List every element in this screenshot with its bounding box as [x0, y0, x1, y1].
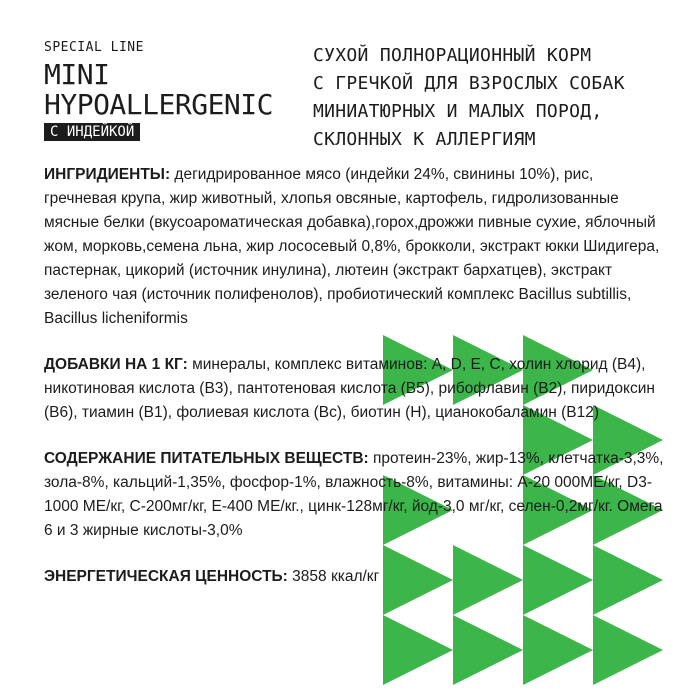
nutrients-text: протеин-23%, жир-13%, клетчатка-3,3%, зола-8%, кальций-1,35%, фосфор-1%, влажность-8%, витамины: А-20 000МЕ/кг, D3-1000 МЕ/кг, С-200мг/кг, Е-400 МЕ/кг., цинк-128мг/кг, йод-3,0 мг/кг, селен-0,2мг/кг. Омега 6 и 3 жирные кислоты-3,0% — [44, 450, 664, 539]
line-label: SPECIAL LINE — [44, 40, 144, 55]
nutrients-label: СОДЕРЖАНИЕ ПИТАТЕЛЬНЫХ ВЕЩЕСТВ: — [44, 450, 369, 467]
additives-section — [44, 353, 664, 425]
pattern-triangle — [593, 615, 663, 685]
energy-text: 3858 ккал/кг — [287, 568, 380, 585]
product-header — [44, 40, 273, 141]
energy-section — [44, 565, 664, 589]
additives-label: ДОБАВКИ НА 1 КГ: — [44, 356, 188, 373]
description-line: МИНИАТЮРНЫХ И МАЛЫХ ПОРОД, — [313, 101, 603, 122]
composition-text — [44, 163, 664, 589]
description-line: СКЛОННЫХ К АЛЛЕРГИЯМ — [313, 129, 536, 150]
description-line: С ГРЕЧКОЙ ДЛЯ ВЗРОСЛЫХ СОБАК — [313, 73, 625, 94]
product-description — [313, 42, 673, 154]
flavor-badge: С ИНДЕЙКОЙ — [44, 123, 140, 141]
description-line: СУХОЙ ПОЛНОРАЦИОННЫЙ КОРМ — [313, 45, 592, 66]
pattern-triangle — [383, 615, 453, 685]
pattern-triangle — [523, 615, 593, 685]
additives-text: минералы, комплекс витаминов: А, D, E, C, холин хлорид (В4), никотиновая кислота (В3), пантотеновая кислота (В5), рибофлавин (В2), пиридоксин (В6), тиамин (В1), фолиевая кислота (Вс), биотин (Н), цианокобаламин (В12) — [44, 356, 655, 421]
nutrients-section — [44, 447, 664, 543]
product-name-line1: MINI — [44, 58, 110, 91]
product-name-line2: HYPOALLERGENIC — [44, 88, 274, 121]
energy-label: ЭНЕРГЕТИЧЕСКАЯ ЦЕННОСТЬ: — [44, 568, 288, 585]
pattern-triangle — [453, 615, 523, 685]
ingredients-section — [44, 163, 664, 331]
ingredients-text: дегидрированное мясо (индейки 24%, свинины 10%), рис, гречневая крупа, жир животный, хлопья овсяные, картофель, гидролизованные мясные белки (вкусоароматическая добавка),горох,дрожжи пивные сухие, яблочный жом, морковь,семена льна, жир лососевый 0,8%, брокколи, экстракт юкки Шидигера, пастернак, цикорий (источник инулина), лютеин (экстракт бархатцев), экстракт зеленого чая (источник полифенолов), пробиотический комплекс Bacillus subtillis, Bacillus licheniformis — [44, 166, 660, 327]
ingredients-label: ИНГРИДИЕНТЫ: — [44, 166, 171, 183]
